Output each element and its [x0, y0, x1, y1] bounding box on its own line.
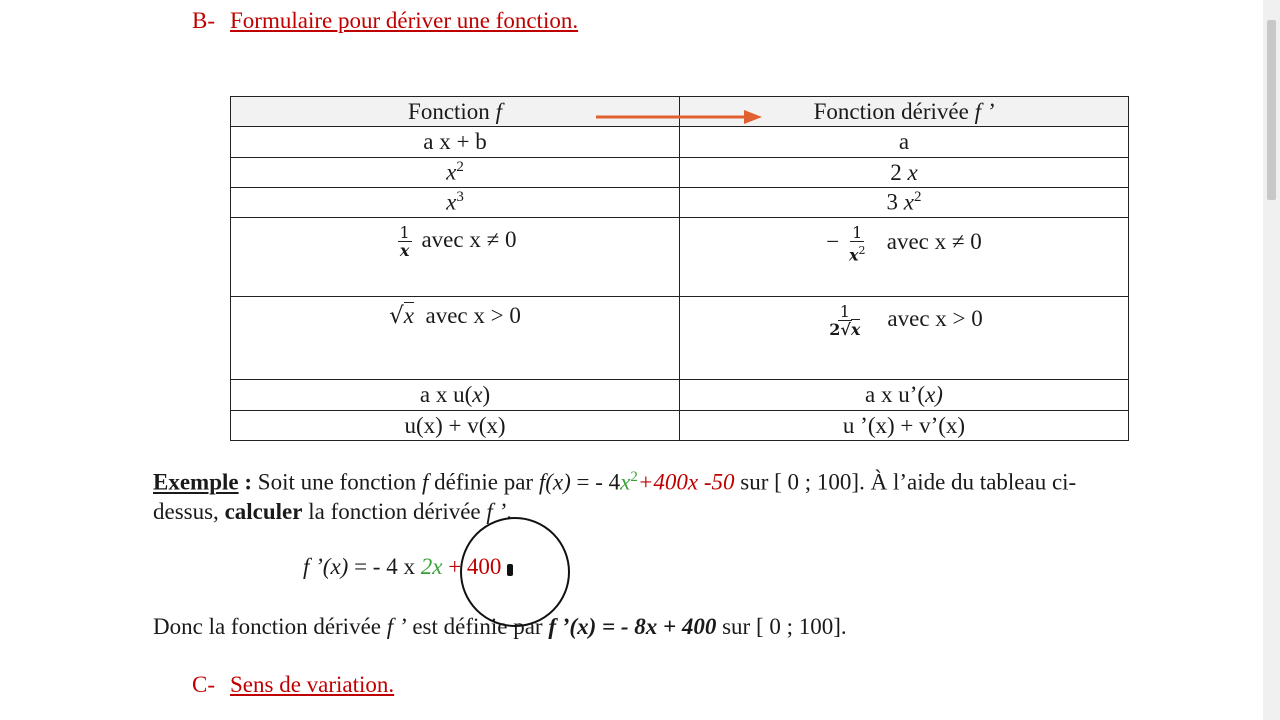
example-colon: : — [238, 469, 253, 495]
example-calculer: calculer — [224, 498, 303, 524]
header-derivative-label: Fonction dérivée — [813, 98, 969, 124]
row6-left-var: x — [472, 382, 483, 407]
derivative-formula-table — [230, 96, 1129, 441]
row2-left-exp: 2 — [456, 159, 464, 176]
cell-derivative — [680, 127, 1129, 158]
scrollbar-thumb[interactable] — [1267, 20, 1276, 200]
example-paragraph — [153, 463, 1113, 526]
cell-function — [231, 297, 680, 380]
example-label: Exemple — [153, 469, 239, 495]
row2-right-coef: 2 — [890, 159, 902, 185]
example-end: . — [506, 498, 512, 524]
text-cursor-icon — [507, 564, 513, 576]
row4-left-cond: avec x ≠ 0 — [421, 226, 517, 252]
example-exponent: 2 — [630, 469, 638, 485]
cell-function — [231, 380, 680, 411]
table-row — [231, 380, 1129, 411]
frac-den-exp: 2 — [858, 244, 866, 257]
cell-derivative — [680, 380, 1129, 411]
table-row — [231, 297, 1129, 380]
row5-right-cond: avec x > 0 — [887, 305, 983, 331]
frac-num: 1 — [839, 302, 850, 321]
cell-derivative — [680, 218, 1129, 297]
example-rest-terms: +400x -50 — [637, 469, 735, 495]
table-row — [231, 218, 1129, 297]
cell-function — [231, 218, 680, 297]
header-function-label: Fonction — [408, 98, 490, 124]
example-text: définie par — [428, 469, 539, 495]
section-c-heading — [192, 672, 394, 698]
fraction-one-over-two-sqrt-x: $\frac{1}{2√x}$ — [829, 302, 861, 339]
conclusion-text: sur [ 0 ; 100]. — [716, 614, 847, 639]
cell-function — [231, 127, 680, 158]
row3-left-exp: 3 — [456, 189, 464, 206]
table-row — [231, 158, 1129, 188]
cell-derivative — [680, 297, 1129, 380]
row6-left-post: ) — [482, 382, 491, 407]
table-row — [231, 411, 1129, 441]
example-text: la fonction dérivée — [302, 498, 487, 524]
minus-sign: − — [826, 228, 840, 254]
sqrt-radicand: x — [403, 303, 414, 328]
row6-right-var: x — [925, 382, 936, 407]
result-eq: = - 4 x — [348, 554, 421, 579]
cell-function — [231, 188, 680, 218]
table-row — [231, 127, 1129, 158]
row5-left-cond: avec x > 0 — [425, 303, 521, 328]
cell-function — [231, 411, 680, 441]
example-f: f — [421, 469, 429, 495]
arrow-right-icon — [596, 108, 766, 126]
row3-right-coef: 3 — [886, 189, 899, 215]
header-function-var: f — [495, 98, 502, 124]
row3-right: x — [903, 189, 914, 215]
example-x-term: x — [620, 469, 631, 495]
section-c-letter: C- — [192, 672, 215, 697]
row3-left: x — [446, 189, 457, 215]
example-text: sur [ 0 ; 100]. À l’aide du tableau ci-dessus, — [153, 469, 1077, 524]
section-c-title: Sens de variation. — [230, 672, 395, 697]
row6-right-post: ) — [935, 382, 943, 407]
row3-right-exp: 2 — [913, 189, 922, 206]
frac-den: x — [848, 245, 859, 265]
sqrt-symbol: √ — [389, 303, 404, 329]
fraction-one-over-x-squared — [849, 224, 866, 263]
row6-left-pre: a x u( — [419, 382, 473, 407]
cell-derivative — [680, 158, 1129, 188]
header-derivative-var: f ’ — [974, 98, 995, 124]
result-lhs: f ’(x) — [303, 554, 349, 579]
fraction-one-over-x — [398, 224, 412, 259]
example-fx: f(x) — [538, 469, 571, 495]
cell-function — [231, 158, 680, 188]
row6-right-pre: a x u’( — [865, 382, 926, 407]
table-row — [231, 188, 1129, 218]
conclusion-text: Donc la fonction dérivée — [153, 614, 387, 639]
row7-left: u(x) + v(x) — [404, 412, 506, 438]
example-fprime: f ’ — [486, 498, 507, 524]
section-b-heading — [192, 8, 578, 34]
row1-right: a — [898, 129, 910, 154]
cell-derivative — [680, 188, 1129, 218]
conclusion-text: est définie par — [406, 614, 549, 639]
frac-den: x — [399, 241, 410, 260]
section-b-letter: B- — [192, 8, 215, 33]
cell-derivative — [680, 411, 1129, 441]
cursor-highlight-ring — [460, 517, 570, 627]
example-text: Soit une fonction — [252, 469, 422, 495]
row1-left: a x + b — [423, 129, 487, 154]
row2-right: x — [907, 159, 918, 185]
frac-den-radicand: x — [850, 320, 861, 339]
result-green-term: 2x — [420, 554, 443, 579]
conclusion-formula: f ’(x) = - 8x + 400 — [548, 614, 717, 639]
frac-num: 1 — [852, 223, 863, 242]
row4-right-cond: avec x ≠ 0 — [886, 228, 982, 254]
example-eq: = - 4 — [570, 469, 621, 495]
vertical-scrollbar[interactable] — [1263, 0, 1280, 720]
result-red-term: + 400 — [442, 554, 502, 579]
section-b-title: Formulaire pour dériver une fonction. — [230, 8, 579, 33]
frac-num: 1 — [399, 223, 410, 242]
row7-right: u ’(x) + v’(x) — [842, 412, 966, 438]
row2-left: x — [446, 159, 457, 185]
frac-den-coef: 2 — [829, 320, 841, 339]
conclusion-fprime: f ’ — [386, 614, 407, 639]
